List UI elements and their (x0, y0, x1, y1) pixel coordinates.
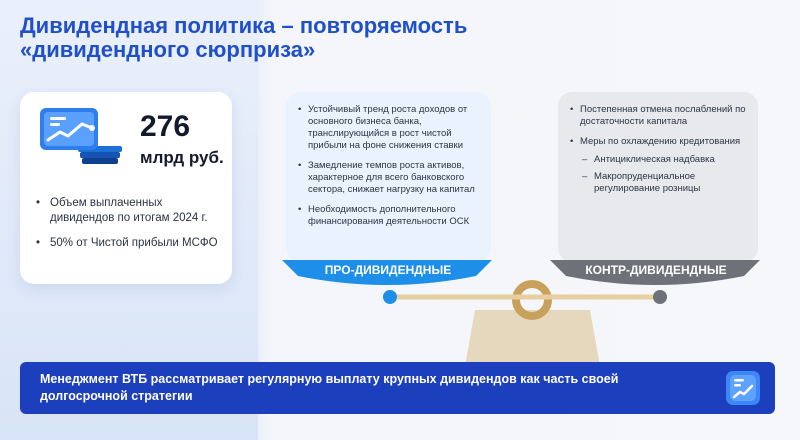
pro-factor: • Необходимость дополнительного финансирования деятельности ОСК (298, 204, 481, 228)
strategy-banner (20, 362, 775, 414)
con-beam-knob (653, 290, 667, 304)
con-subfactor: – Антициклическая надбавка (580, 154, 748, 166)
growth-chart-icon (725, 370, 761, 406)
pro-beam-knob (383, 290, 397, 304)
pro-dividend-label: ПРО-ДИВИДЕНДНЫЕ (324, 263, 452, 277)
con-subfactor: – Макропруденциальное регулирование розницы (580, 171, 748, 195)
con-factors-list (558, 92, 758, 195)
growth-chart-icon (38, 106, 124, 166)
banner-text: Менеджмент ВТБ рассматривает регулярную выплату крупных дивидендов как часть своей долгосрочной стратегии (40, 372, 619, 403)
con-subfactors-list (580, 154, 748, 195)
stat-bullet: • Объем выплаченных дивидендов по итогам 2024 г. (36, 196, 226, 226)
page-title (20, 14, 580, 62)
pro-factor: • Замедление темпов роста активов, характерное для всего банковского сектора, снижает нагрузку на капитал (298, 160, 481, 196)
con-factor (570, 136, 748, 195)
dividend-unit: млрд руб. (140, 148, 224, 167)
pro-dividend-card (286, 92, 491, 262)
stat-bullet: • 50% от Чистой прибыли МСФО (36, 236, 226, 251)
contra-dividend-card (558, 92, 758, 262)
dividend-stat-card (20, 92, 232, 284)
stat-bullets (36, 196, 226, 261)
pro-factor: • Устойчивый тренд роста доходов от основного бизнеса банка, транслирующийся в рост чистой прибыли на фоне снижения ставки (298, 104, 481, 152)
con-factor: • Постепенная отмена послаблений по достаточности капитала (570, 104, 748, 128)
con-factor-text: Меры по охлаждению кредитования (580, 136, 741, 147)
title-line-2: «дивидендного сюрприза» (20, 37, 316, 62)
contra-dividend-label: КОНТР-ДИВИДЕНДНЫЕ (585, 263, 727, 277)
dividend-amount: 276 (140, 110, 191, 143)
title-line-1: Дивидендная политика – повторяемость (20, 13, 468, 38)
pro-factors-list (286, 92, 491, 228)
